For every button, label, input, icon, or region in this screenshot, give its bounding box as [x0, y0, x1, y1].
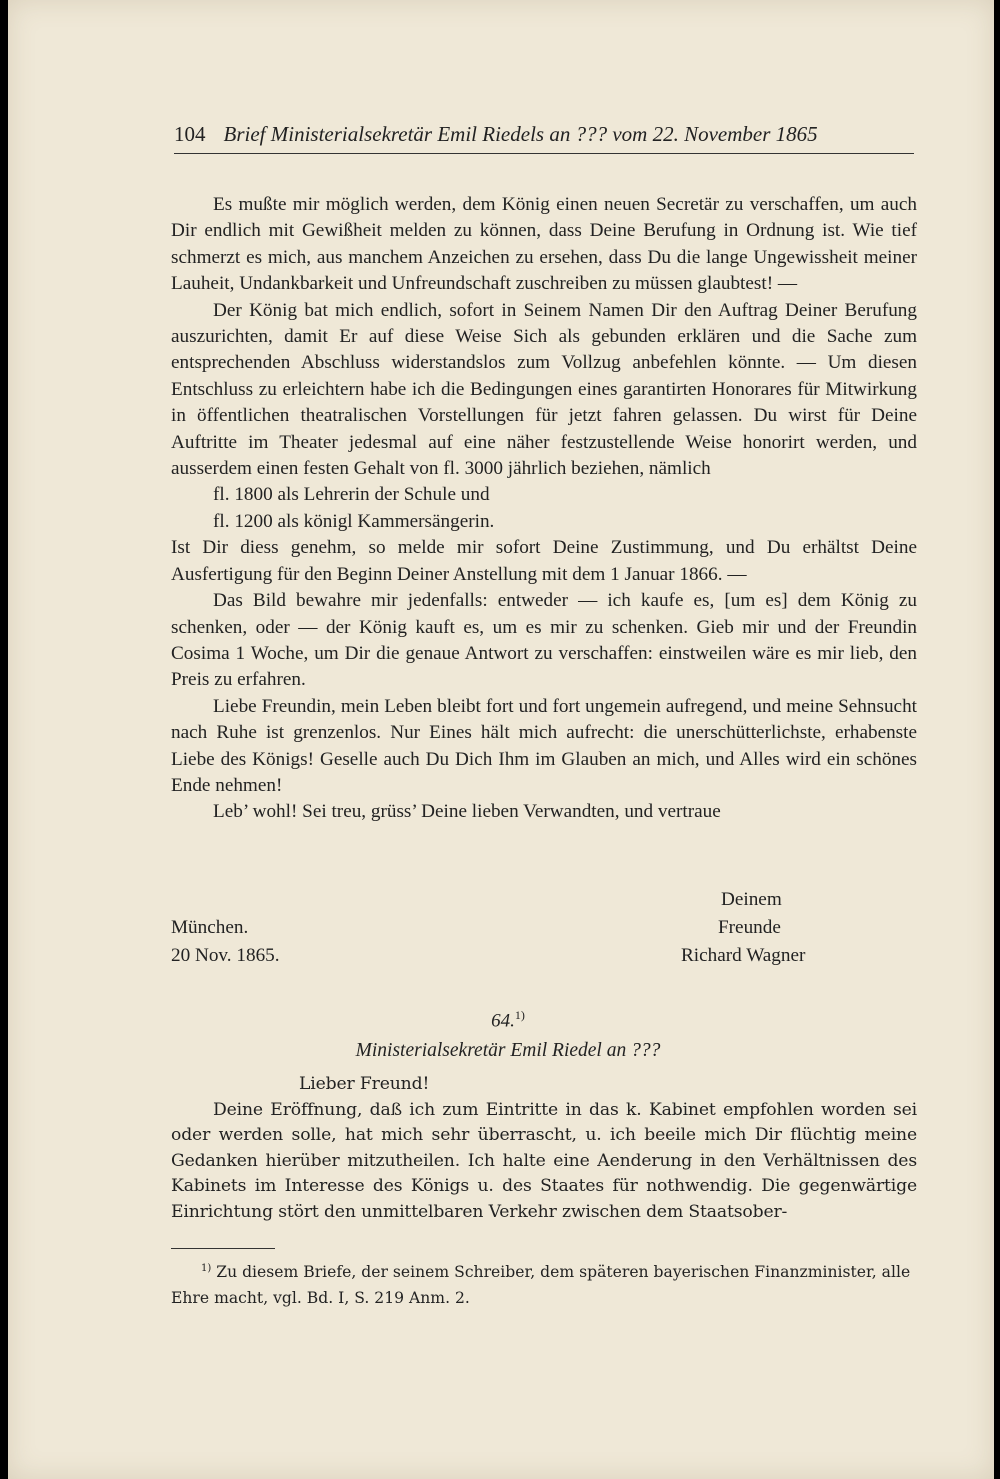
salutation: Lieber Freund! [299, 1074, 430, 1094]
salary-line: fl. 1800 als Lehrerin der Schule und [213, 484, 490, 506]
letter-body [171, 192, 917, 826]
paragraph: Leb’ wohl! Sei treu, grüss’ Deine lieben Verwandten, und vertraue [213, 801, 721, 823]
place: München. [171, 917, 249, 938]
letter-heading: Ministerialsekretär Emil Riedel an ??? [355, 1040, 661, 1061]
paragraph: Der König bat mich endlich, sofort in Seinem Namen Dir den Auftrag Deiner Berufung auszurichten, damit Er auf diese Weise Sich als gebunden erklären und die Sache zum entsprechenden Abschluss widerstandslos zum Vollzug anbefehlen könnte. — Um diesen Entschluss zu erleichtern habe ich die Bedingungen eines garantirten Honorares für Mitwirkung in öffentlichen theatralischen Vorstellungen für jetzt fahren gelassen. Du wirst für Deine Auftritte im Theater jedesmal auf eine näher festzustellende Weise honorirt werden, und ausserdem einen festen Gehalt von fl. 3000 jährlich beziehen, nämlich [171, 299, 917, 480]
footnote-marker: 1) [514, 1008, 525, 1022]
footnote [171, 1256, 917, 1311]
footnote-marker: 1) [201, 1263, 212, 1274]
closing-line: Deinem [721, 889, 782, 910]
footnote-divider [171, 1248, 275, 1249]
closing-line: Freunde [718, 917, 781, 938]
paragraph: Ist Dir diess genehm, so melde mir sofort Deine Zustimmung, und Du erhältst Deine Ausfertigung für den Beginn Deiner Anstellung mit dem 1 Januar 1866. — [171, 537, 917, 585]
place-date [171, 914, 280, 970]
letter-number [8, 1008, 1000, 1032]
paragraph: Liebe Freundin, mein Leben bleibt fort und fort ungemein aufregend, und meine Sehnsucht nach Ruhe ist grenzenlos. Nur Eines hält mich aufrecht: die unerschütterlichste, erhabenste Liebe des Königs! Geselle auch Du Dich Ihm im Glauben an mich, und Alles wird ein schönes Ende nehmen! [171, 695, 917, 796]
footnote-text: Zu diesem Briefe, der seinem Schreiber, dem späteren bayerischen Finanzminister, alle Ehre macht, vgl. Bd. I, S. 219 Anm. 2. [171, 1263, 911, 1308]
letter-number-value: 64. [491, 1010, 515, 1032]
closing [681, 886, 805, 970]
salary-line: fl. 1200 als königl Kammersängerin. [213, 510, 495, 532]
paragraph: Es mußte mir möglich werden, dem König einen neuen Secretär zu verschaffen, um auch Dir endlich mit Gewißheit melden zu können, dass Deine Berufung in Ordnung ist. Wie tief schmerzt es mich, aus manchem Anzeichen zu ersehen, dass Du die lange Ungewissheit meiner Lauheit, Undankbarkeit und Unfreundschaft zuschreiben zu müssen glaubtest! — [171, 194, 917, 295]
date: 20 Nov. 1865. [171, 945, 280, 966]
page-number: 104 [174, 122, 206, 146]
book-page [8, 0, 994, 1479]
paragraph: Das Bild bewahre mir jedenfalls: entweder — ich kaufe es, [um es] dem König zu schenken, oder — der König kauft es, um es mir zu schenken. Gieb mir und der Freundin Cosima 1 Woche, um Dir die genaue Antwort zu verschaffen: einstweilen wäre es mir lieb, den Preis zu erfahren. [171, 590, 917, 691]
signer-name: Richard Wagner [681, 945, 806, 966]
running-title: Brief Ministerialsekretär Emil Riedels an ??? vom 22. November 1865 [223, 122, 818, 146]
fraktur-letter [171, 1072, 917, 1226]
running-header [174, 122, 914, 154]
paragraph: Deine Eröffnung, daß ich zum Eintritte in das k. Kabinet empfohlen worden sei oder werden solle, hat mich sehr überrascht, u. ich beeile mich Dir flüchtig meine Gedanken hierüber mitzutheilen. Ich halte eine Aenderung in den Verhältnissen des Kabinets im Interesse des Königs u. des Staates für nothwendig. Die gegenwärtige Einrichtung stört den unmittelbaren Verkehr zwischen dem Staatsober- [171, 1099, 917, 1222]
